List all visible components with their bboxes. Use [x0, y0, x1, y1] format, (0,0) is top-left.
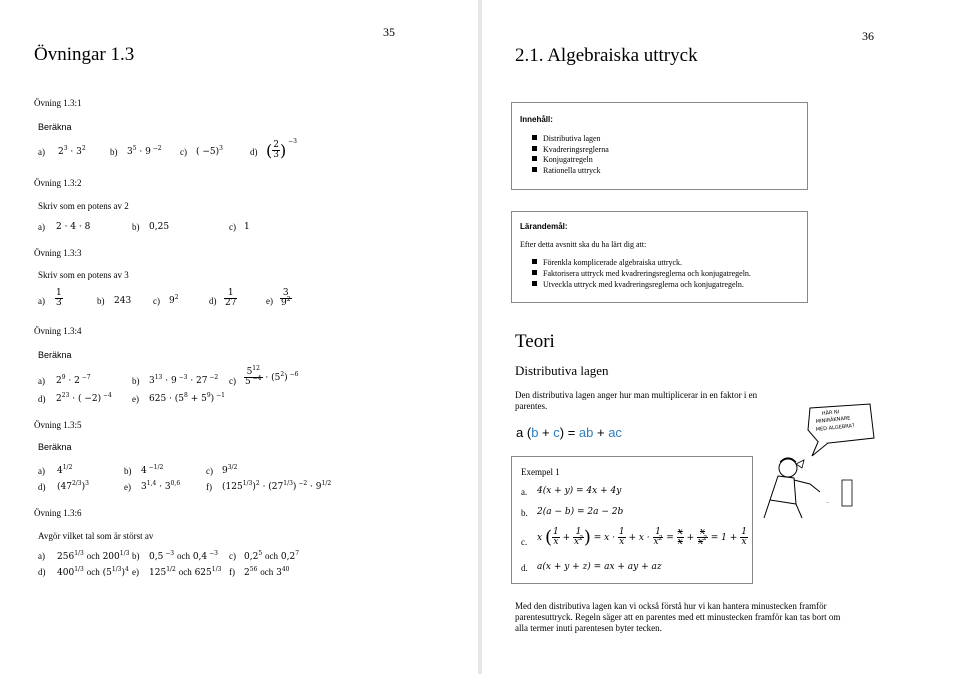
math-6b: 0,5 $^{-3}$ och 0,4 $^{-3}$: [149, 550, 218, 562]
math-3d: $\frac{1}{27}$: [225, 288, 237, 308]
label-c: c): [229, 551, 236, 561]
och-text: och: [86, 567, 100, 577]
math-2a: 2 · 4 · 8: [56, 222, 91, 232]
goal-item: Utveckla uttryck med kvadreringsreglerna och konjugatregeln.: [532, 280, 744, 289]
label-d: d): [209, 296, 217, 306]
och-text: och: [265, 551, 279, 561]
label-b: b): [132, 376, 140, 386]
exercise-instruction-3: Skriv som en potens av 3: [38, 270, 129, 280]
label-d: d): [250, 147, 258, 157]
label-c: c): [229, 376, 236, 386]
example-b: 2(a − b) = 2a − 2b: [537, 507, 624, 517]
och-text: och: [86, 551, 100, 561]
label-b: b): [124, 466, 132, 476]
math-5d: $(47^{2/3})^3$: [57, 480, 89, 492]
label-f: f): [229, 567, 235, 577]
math-3a: $\frac{1}{3}$: [56, 288, 62, 308]
goals-intro: Efter detta avsnitt ska du ha lärt dig att:: [520, 240, 647, 249]
label-d: d): [38, 394, 46, 404]
math-2c: 1: [244, 222, 250, 232]
label-a: a): [38, 551, 45, 561]
label-e: e): [124, 482, 131, 492]
example-a: 4(x + y) = 4x + 4y: [537, 486, 622, 496]
exercise-heading-6: Övning 1.3:6: [34, 508, 82, 518]
math-4a: $2^9 \cdot 2$ $^{-7}$: [56, 374, 91, 386]
cartoon-illustration: [750, 400, 880, 520]
example-box: [511, 456, 753, 584]
contents-title: Innehåll:: [520, 115, 553, 124]
page-number-left: 35: [383, 25, 395, 39]
label-a: a): [38, 376, 45, 386]
distributive-formula: a (b + c) = ab + ac: [516, 425, 622, 440]
example-label-b: b.: [521, 508, 528, 518]
och-text: och: [176, 551, 190, 561]
label-b: b): [132, 551, 140, 561]
page-title-right: 2.1. Algebraiska uttryck: [515, 45, 698, 66]
section-heading-teori: Teori: [515, 331, 555, 352]
cartoon-text: HÄR NI: [821, 409, 840, 417]
label-b: b): [97, 296, 105, 306]
page-number-right: 36: [862, 29, 874, 43]
page-title-left: Övningar 1.3: [34, 44, 135, 65]
contents-item: Distributiva lagen: [532, 134, 601, 143]
math-4d: $2^{23}$ · ( −2) $^{-4}$: [56, 392, 112, 404]
exercise-instruction-1: Beräkna: [38, 122, 72, 132]
paragraph-distributive-law: Den distributiva lagen anger hur man multiplicerar in en faktor i en parentes.: [515, 390, 758, 411]
exercise-instruction-5: Beräkna: [38, 442, 72, 452]
contents-item: Rationella uttryck: [532, 166, 601, 175]
exercise-heading-3: Övning 1.3:3: [34, 248, 82, 258]
svg-text:MINIRÄKNARE: MINIRÄKNARE: [815, 415, 851, 425]
math-4c: $\frac{5^{12}}{5 ^{-4}}$ · $(5^2)$ $^{-6}$: [245, 365, 299, 387]
exercise-instruction-4: Beräkna: [38, 350, 72, 360]
example-label-d: d.: [521, 563, 528, 573]
example-label-c: c.: [521, 537, 528, 547]
label-c: c): [180, 147, 187, 157]
math-1b: $3^5 \cdot 9$ $^{-2}$: [127, 145, 162, 157]
math-6d: $400^{1/3}$ och $(5^{1/3})^4$: [57, 566, 129, 578]
math-1d: ( $\frac{2}{3}$ ) $^{-3}$: [266, 138, 297, 160]
exercise-heading-2: Övning 1.3:2: [34, 178, 82, 188]
label-e: e): [266, 296, 273, 306]
label-d: d): [38, 482, 46, 492]
math-3e: $\frac{3}{9^2}$: [281, 288, 291, 308]
label-a: a): [38, 147, 45, 157]
math-6c: $0,2^5$ och $0,2^7$: [244, 550, 300, 562]
goal-item: Faktorisera uttryck med kvadreringsreglerna och konjugatregeln.: [532, 269, 751, 278]
svg-text:MED ALGEBRA?: MED ALGEBRA?: [815, 422, 855, 433]
math-3c: $9^2$: [169, 294, 179, 306]
example-c: x ( $\frac{1}{x}$ + $\frac{1}{x^2}$ ) = x · $\frac{1}{x}$ + x · $\frac{1}{x^2}$ = $\frac{x}{x}$ + $\frac{x}{x^2}$ = 1 + $\frac{1}{x}$: [537, 527, 747, 548]
math-5c: $9^{3/2}$: [222, 464, 238, 476]
och-text: och: [178, 567, 192, 577]
paragraph-minus-sign: Med den distributiva lagen kan vi också förstå hur vi kan hantera minustecken framför parentesuttryck. Regeln säger att en parentes med ett minustecken framför kan tas bort om alla termer inuti parentesen byter tecken.: [515, 601, 841, 633]
contents-item: Kvadreringsreglerna: [532, 145, 609, 154]
math-6a: $256^{1/3}$ och $200^{1/3}$: [57, 550, 130, 562]
och-text: och: [260, 567, 274, 577]
math-2b: 0,25: [149, 222, 170, 232]
label-d: d): [38, 567, 46, 577]
math-1a: $2^3 \cdot 3^2$: [58, 145, 86, 157]
example-d: a(x + y + z) = ax + ay + az: [537, 562, 662, 572]
label-b: b): [132, 222, 140, 232]
math-3b: 243: [114, 296, 132, 306]
math-4b: $3^{13} \cdot 9$ $^{-3}$ · 27 $^{-2}$: [149, 374, 219, 386]
label-c: c): [153, 296, 160, 306]
label-c: c): [229, 222, 236, 232]
label-b: b): [110, 147, 118, 157]
example-title: Exempel 1: [521, 467, 560, 477]
label-a: a): [38, 296, 45, 306]
label-a: a): [38, 466, 45, 476]
contents-item: Konjugatregeln: [532, 155, 593, 164]
label-a: a): [38, 222, 45, 232]
right-page: [482, 0, 960, 674]
math-1c: ( −5)$^3$: [196, 145, 223, 157]
goal-item: Förenkla komplicerade algebraiska uttryck.: [532, 258, 682, 267]
label-c: c): [206, 466, 213, 476]
goals-title: Lärandemål:: [520, 222, 568, 231]
label-e: e): [132, 567, 139, 577]
math-5e: $3^{1,4} \cdot 3^{0,6}$: [141, 480, 181, 492]
svg-text:~: ~: [826, 501, 829, 505]
label-e: e): [132, 394, 139, 404]
label-f: f): [206, 482, 212, 492]
math-5a: $4^{1/2}$: [57, 464, 73, 476]
exercise-instruction-2: Skriv som en potens av 2: [38, 201, 129, 211]
math-5f: $(125^{1/3})^2 \cdot (27^{1/3}) ^{-2} \cdot 9^{1/2}$: [222, 480, 332, 492]
exercise-heading-4: Övning 1.3:4: [34, 326, 82, 336]
math-6e: $125^{1/2}$ och $625^{1/3}$: [149, 566, 222, 578]
exercise-heading-1: Övning 1.3:1: [34, 98, 82, 108]
math-6f: $2^{56}$ och $3^{40}$: [244, 566, 290, 578]
contents-box: [511, 102, 808, 190]
left-page: [0, 0, 478, 674]
example-label-a: a.: [521, 487, 528, 497]
subheading-distributiva-lagen: Distributiva lagen: [515, 363, 609, 378]
math-5b: 4 $^{-1/2}$: [141, 464, 164, 476]
exercise-heading-5: Övning 1.3:5: [34, 420, 82, 430]
math-4e: $625 \cdot (5^8 + 5^9)$ $^{-1}$: [149, 392, 225, 404]
exercise-instruction-6: Avgör vilket tal som är störst av: [38, 531, 154, 541]
goals-box: [511, 211, 808, 303]
